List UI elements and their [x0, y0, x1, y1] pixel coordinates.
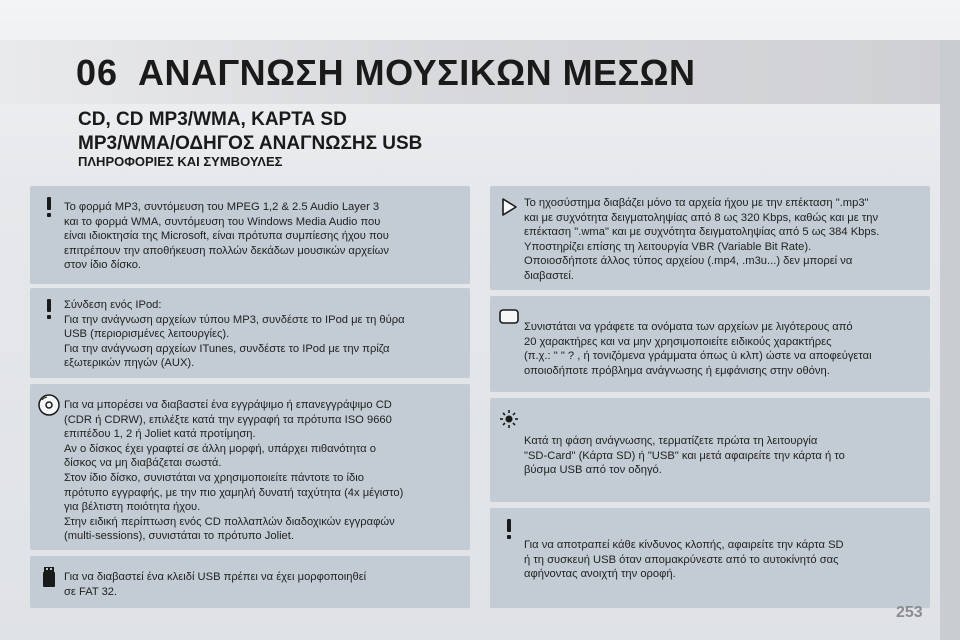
text-line: 20 χαρακτήρες και να μην χρησιμοποιείτε ειδικούς χαρακτήρες: [524, 335, 832, 348]
warning-icon: [36, 194, 62, 220]
text-line: (CDR ή CDRW), επιλέξτε κατά την εγγραφή τα πρότυπα ISO 9660: [64, 413, 392, 426]
text-line: Για να διαβαστεί ένα κλειδί USB πρέπει να έχει μορφοποιηθεί: [64, 571, 367, 583]
text-line: Στον ίδιο δίσκο, συνιστάται να χρησιμοποιείτε πάντοτε το ίδιο: [64, 471, 364, 484]
text-line: πρότυπο εγγραφής, με την πιο χαμηλή δυνατή ταχύτητα (4x μέγιστο): [64, 486, 404, 499]
section-title-line2: MP3/WMA/ΟΔΗΓΟΣ ΑΝΑΓΝΩΣΗΣ USB: [78, 133, 423, 154]
info-box-text: [524, 196, 920, 284]
text-line: οποιοδήποτε πρόβλημα ανάγνωσης ή εμφάνισης στην οθόνη.: [524, 364, 830, 377]
section-title: [78, 108, 422, 156]
text-line: USB (περιορισμένες λειτουργίες).: [64, 328, 230, 341]
text-line: Για την ανάγνωση αρχείων ITunes, συνδέστε το IPod με την πρίζα: [64, 342, 390, 355]
text-line: Συνιστάται να γράφετε τα ονόματα των αρχείων με λιγότερους από: [524, 321, 853, 333]
info-box-theft-warning: [490, 508, 930, 608]
subtitle: ΠΛΗΡΟΦΟΡΙΕΣ ΚΑΙ ΣΥΜΒΟΥΛΕΣ: [78, 154, 283, 169]
info-box-ipod: [30, 288, 470, 378]
info-box-removal-tip: [490, 398, 930, 502]
text-line: αφήνοντας ανοιχτή την οροφή.: [524, 568, 676, 581]
info-box-cd-recording: [30, 384, 470, 550]
info-box-text: [524, 538, 920, 582]
text-line: Σύνδεση ενός IPod:: [64, 299, 162, 311]
text-line: εξωτερικών πηγών (AUX).: [64, 357, 195, 370]
page-number: 253: [896, 604, 923, 621]
text-line: Στην ειδική περίπτωση ενός CD πολλαπλών διαδοχικών εγγραφών: [64, 515, 395, 528]
text-line: Υποστηρίζει επίσης τη λειτουργία VBR (Variable Bit Rate).: [524, 240, 812, 253]
disc-icon: [36, 392, 62, 418]
text-line: και το φορμά WMA, συντόμευση του Windows Media Audio που: [64, 215, 381, 228]
text-line: "SD-Card" (Κάρτα SD) ή "USB" και μετά αφαιρείτε την κάρτα ή το: [524, 449, 845, 462]
text-line: είναι ιδιοκτησία της Microsoft, είναι πρότυπα συμπίεσης ήχου που: [64, 230, 389, 243]
info-box-text: [64, 200, 460, 273]
text-line: Το φορμά MP3, συντόμευση του MPEG 1,2 & 2.5 Audio Layer 3: [64, 201, 380, 213]
text-line: και με συχνότητα δειγματοληψίας από 8 ως 320 Kbps, καθώς και με την: [524, 211, 879, 224]
warning-icon: [36, 296, 62, 322]
text-line: (multi-sessions), συνιστάται το πρότυπο Joliet.: [64, 530, 294, 543]
text-line: για βέλτιστη ποιότητα ήχου.: [64, 501, 201, 514]
info-box-file-names: [490, 296, 930, 392]
section-title-line1: CD, CD MP3/WMA, ΚΑΡΤΑ SD: [78, 109, 347, 130]
side-tab: [940, 40, 960, 640]
info-box-text: [524, 434, 920, 478]
info-box-text: [64, 298, 460, 371]
text-line: ή τη συσκευή USB όταν απομακρύνεστε από το αυτοκίνητό σας: [524, 553, 839, 566]
text-line: Το ηχοσύστημα διαβάζει μόνο τα αρχεία ήχου με την επέκταση ".mp3": [524, 197, 869, 209]
info-box-text: [64, 570, 460, 599]
text-line: βύσμα USB από τον οδηγό.: [524, 464, 662, 477]
screen-icon: [496, 304, 522, 330]
text-line: Οποιοσδήποτε άλλος τύπος αρχείου (.mp4, .m3u...) δεν μπορεί να: [524, 255, 853, 268]
text-line: σε FAT 32.: [64, 585, 118, 598]
text-line: επέκταση ".wma" και με συχνότητα δειγματοληψίας από 5 ως 384 Kbps.: [524, 226, 880, 239]
text-line: (π.χ.: " " ? , ή τονιζόμενα γράμματα όπως ù κλπ) ώστε να αποφεύγεται: [524, 350, 872, 363]
text-line: στον ίδιο δίσκο.: [64, 259, 142, 272]
warning-icon: [496, 516, 522, 542]
chapter-number: 06: [76, 52, 119, 93]
usb-key-icon: [36, 564, 62, 590]
tip-icon: [496, 406, 522, 432]
text-line: δίσκος να μη διαβάζεται σωστά.: [64, 457, 222, 470]
text-line: διαβαστεί.: [524, 269, 574, 282]
info-box-text: [64, 398, 460, 544]
play-icon: [496, 194, 522, 220]
text-line: Αν ο δίσκος έχει γραφτεί σε άλλη μορφή, υπάρχει πιθανότητα ο: [64, 442, 376, 455]
text-line: Για την ανάγνωση αρχείων τύπου MP3, συνδέστε το IPod με τη θύρα: [64, 313, 405, 326]
info-box-text: [524, 320, 920, 378]
info-box-usb-format: [30, 556, 470, 608]
text-line: επιτρέπουν την αποθήκευση πολλών δεκάδων μουσικών αρχείων: [64, 244, 389, 257]
text-line: Για να μπορέσει να διαβαστεί ένα εγγράψιμο ή επανεγγράψιμο CD: [64, 399, 392, 411]
chapter-title: ΑΝΑΓΝΩΣΗ ΜΟΥΣΙΚΩΝ ΜΕΣΩΝ: [138, 52, 696, 93]
text-line: Κατά τη φάση ανάγνωσης, τερματίζετε πρώτα τη λειτουργία: [524, 435, 818, 447]
info-box-mp3-format: [30, 186, 470, 284]
text-line: επιπέδου 1, 2 ή Joliet κατά προτίμηση.: [64, 428, 256, 441]
info-box-supported-formats: [490, 186, 930, 290]
text-line: Για να αποτραπεί κάθε κίνδυνος κλοπής, αφαιρείτε την κάρτα SD: [524, 539, 844, 551]
